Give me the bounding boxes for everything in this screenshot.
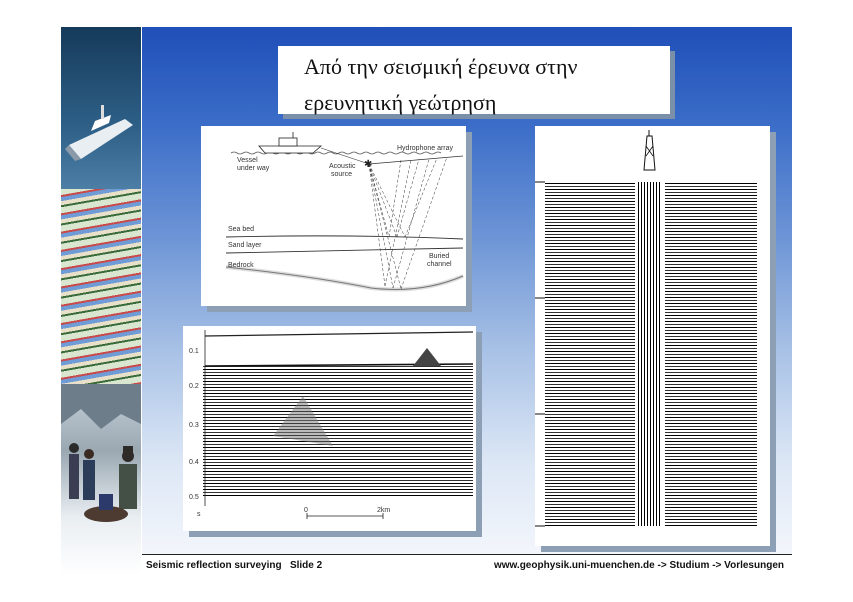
seconds-label: s [197,511,201,518]
seismic-profile [183,326,476,531]
y-tick-0-2: 0.2 [189,383,199,390]
scale-end-label: 2km [377,507,391,514]
vessel-label-2: under way [237,165,270,172]
side-photo-strip [61,27,141,575]
y-tick-0-4: 0.4 [189,459,199,466]
footer-slide-label: Seismic reflection surveying Slide 2 [146,560,323,571]
buried-channel-label-2: channel [427,261,452,268]
title-line-1: Από την σεισμική έρευνα στην [304,54,578,79]
borehole-log [638,182,662,526]
sand-layer-label: Sand layer [228,242,262,249]
vessel-label: Vessel [237,157,258,164]
y-tick-0-5: 0.5 [189,494,199,501]
section-traces-left [545,182,635,526]
footer-url[interactable]: www.geophysik.uni-muenchen.de -> Studium -> Vorlesungen [493,560,784,571]
slide [61,27,792,575]
bedrock-label: Bedrock [228,262,254,269]
survey-diagram [201,126,466,306]
research-vessel-photo [61,27,141,189]
field-team-photo [61,384,141,575]
buried-channel-label: Buried [429,253,450,260]
seismic-section-photo [61,189,141,384]
section-traces-right [665,182,757,526]
y-tick-0-3: 0.3 [189,422,199,429]
acoustic-source-label-2: source [331,171,353,178]
svg-text:✱: ✱ [364,159,373,170]
borehole-seismic-section [535,126,770,546]
title-line-2: ερευνητική γεώτρηση [304,90,497,115]
y-tick-0-1: 0.1 [189,348,199,355]
hydrophone-label: Hydrophone array [397,145,454,152]
slide-title [278,46,670,114]
acoustic-source-label: Acoustic [329,163,356,170]
sea-bed-label: Sea bed [228,226,255,233]
scale-start-label: 0 [304,507,308,514]
footer-divider [142,554,792,555]
